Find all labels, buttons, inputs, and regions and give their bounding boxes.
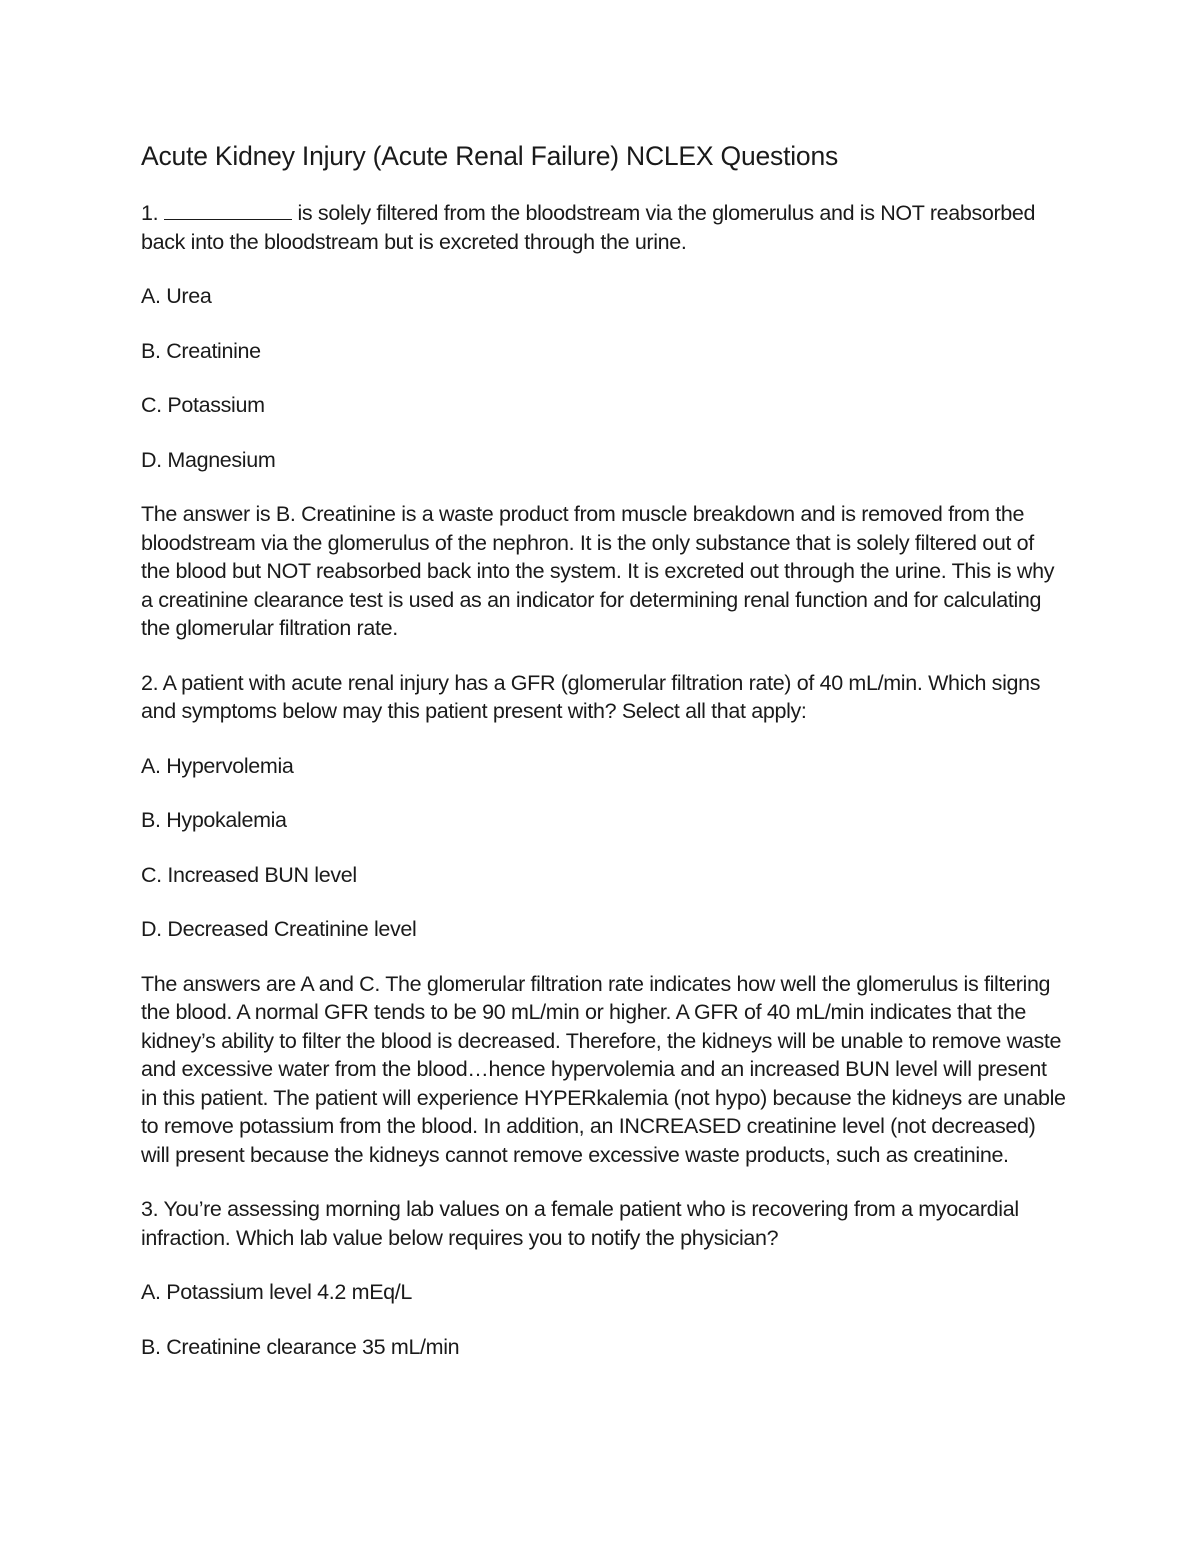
document-page	[141, 140, 1066, 1387]
question-1-option-c: C. Potassium	[141, 393, 265, 418]
question-3-option-b: B. Creatinine clearance 35 mL/min	[141, 1334, 460, 1359]
question-2-answer: The answers are A and C. The glomerular filtration rate indicates how well the glomerulus is filtering the blood. A normal GFR tends to be 90 mL/min or higher. A GFR of 40 mL/min indicates that the kidney’s ability to filter the blood is decreased. Therefore, the kidneys will be unable to remove waste and excessive water from the blood…hence hypervolemia and an increased BUN level will present in this patient. The patient will experience HYPERkalemia (not hypo) because the kidneys are unable to remove potassium from the blood. In addition, an INCREASED creatinine level (not decreased) will present because the kidneys cannot remove excessive waste products, such as creatinine.	[141, 971, 1066, 1167]
question-1-option-d: D. Magnesium	[141, 447, 276, 472]
fill-in-blank	[164, 199, 292, 220]
question-1-text: is solely filtered from the bloodstream via the glomerulus and is NOT reabsorbed back into the bloodstream but is excreted through the urine.	[141, 201, 1036, 254]
question-2-option-b: B. Hypokalemia	[141, 808, 287, 833]
question-3-option-a: A. Potassium level 4.2 mEq/L	[141, 1280, 413, 1305]
question-2-option-d: D. Decreased Creatinine level	[141, 917, 417, 942]
question-1-answer: The answer is B. Creatinine is a waste product from muscle breakdown and is removed from the bloodstream via the glomerulus of the nephron. It is the only substance that is solely filtered out of the blood but NOT reabsorbed back into the system. It is excreted out through the urine. This is why a creatinine clearance test is used as an indicator for determining renal function and for calculating the glomerular filtration rate.	[141, 502, 1055, 641]
question-1-option-b: B. Creatinine	[141, 338, 261, 363]
question-1-number: 1.	[141, 201, 164, 226]
question-3: 3. You’re assessing morning lab values on a female patient who is recovering from a myocardial infraction. Which lab value below requires you to notify the physician?	[141, 1197, 1019, 1250]
question-1	[141, 199, 1066, 256]
question-2-option-a: A. Hypervolemia	[141, 753, 294, 778]
question-1-option-a: A. Urea	[141, 284, 212, 309]
question-2-option-c: C. Increased BUN level	[141, 862, 357, 887]
page-title: Acute Kidney Injury (Acute Renal Failure) NCLEX Questions	[141, 141, 839, 171]
question-2: 2. A patient with acute renal injury has a GFR (glomerular filtration rate) of 40 mL/min. Which signs and symptoms below may this patient present with? Select all that apply:	[141, 670, 1041, 724]
